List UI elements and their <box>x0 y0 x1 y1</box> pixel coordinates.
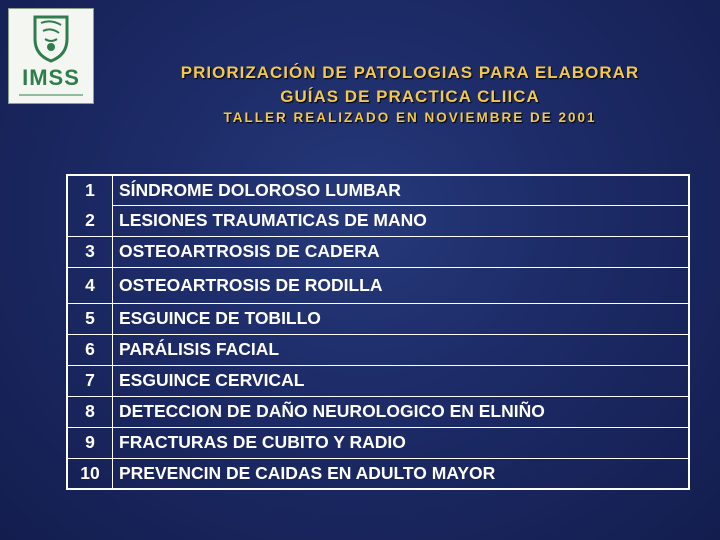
table-row <box>67 175 689 205</box>
row-label: PREVENCIN DE CAIDAS EN ADULTO MAYOR <box>113 458 690 489</box>
table-row <box>67 365 689 396</box>
table-row <box>67 427 689 458</box>
row-label: ESGUINCE CERVICAL <box>113 365 690 396</box>
row-number: 6 <box>67 334 113 365</box>
table-row <box>67 267 689 303</box>
row-label: LESIONES TRAUMATICAS DE MANO <box>113 205 690 236</box>
logo-text: IMSS <box>22 65 80 90</box>
row-label: DETECCION DE DAÑO NEUROLOGICO EN ELNIÑO <box>113 396 690 427</box>
row-number: 9 <box>67 427 113 458</box>
imss-logo <box>8 8 94 104</box>
row-number: 7 <box>67 365 113 396</box>
row-number: 5 <box>67 303 113 334</box>
row-number: 2 <box>67 205 113 236</box>
row-number: 4 <box>67 267 113 303</box>
title-line-1: PRIORIZACIÓN DE PATOLOGIAS PARA ELABORAR <box>180 63 640 82</box>
table-row <box>67 334 689 365</box>
subtitle: TALLER REALIZADO EN NOVIEMBRE DE 2001 <box>223 110 597 125</box>
row-number: 3 <box>67 236 113 267</box>
title-line-2: GUÍAS DE PRACTICA CLIICA <box>280 87 540 106</box>
row-number: 10 <box>67 458 113 489</box>
row-label: FRACTURAS DE CUBITO Y RADIO <box>113 427 690 458</box>
row-label: OSTEOARTROSIS DE CADERA <box>113 236 690 267</box>
row-label: OSTEOARTROSIS DE RODILLA <box>113 267 690 303</box>
table-row <box>67 205 689 236</box>
table-row <box>67 236 689 267</box>
table-row <box>67 303 689 334</box>
row-number: 1 <box>67 175 113 205</box>
row-label: SÍNDROME DOLOROSO LUMBAR <box>113 175 690 205</box>
pathology-table <box>66 174 690 490</box>
row-number: 8 <box>67 396 113 427</box>
table-row <box>67 458 689 489</box>
table-row <box>67 396 689 427</box>
row-label: PARÁLISIS FACIAL <box>113 334 690 365</box>
row-label: ESGUINCE DE TOBILLO <box>113 303 690 334</box>
